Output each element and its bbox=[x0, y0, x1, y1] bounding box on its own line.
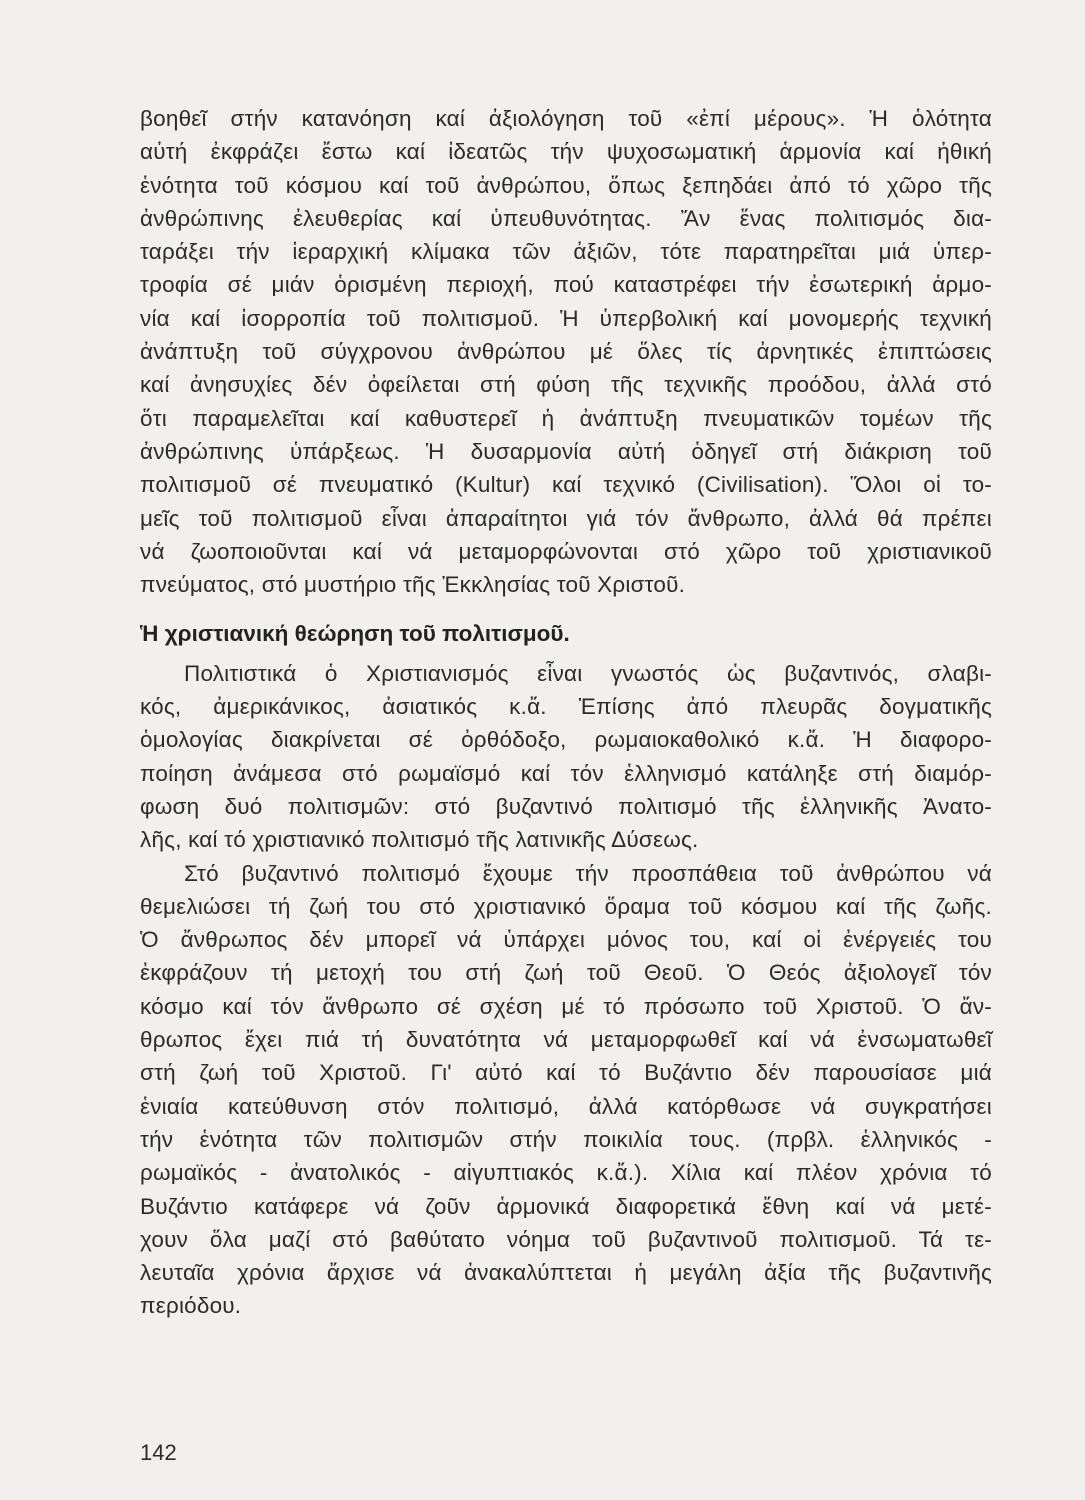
text-line: περιόδου. bbox=[140, 1293, 242, 1319]
text-line: Πολιτιστικά ὁ Χριστιανισμός εἶναι γνωστός ὡς βυζαντινός, σλαβι- bbox=[184, 660, 992, 686]
text-line: νά ζωοποιοῦνται καί νά μεταμορφώνονται στό χῶρο τοῦ χριστιανικοῦ bbox=[140, 538, 992, 564]
page-body bbox=[140, 102, 992, 1323]
text-line: μεῖς τοῦ πολιτισμοῦ εἶναι ἀπαραίτητοι γιά τόν ἄνθρωπο, ἀλλά θά πρέπει bbox=[140, 505, 992, 531]
text-line: ἀνθρώπινης ὑπάρξεως. Ἡ δυσαρμονία αὐτή ὁδηγεῖ στή διάκριση τοῦ bbox=[140, 438, 992, 464]
text-line: νία καί ἰσορροπία τοῦ πολιτισμοῦ. Ἡ ὑπερβολική καί μονομερής τεχνική bbox=[140, 305, 992, 331]
text-line: Βυζάντιο κατάφερε νά ζοῦν ἁρμονικά διαφορετικά ἔθνη καί νά μετέ- bbox=[140, 1193, 992, 1219]
text-line: ἑνιαία κατεύθυνση στόν πολιτισμό, ἀλλά κατόρθωσε νά συγκρατήσει bbox=[140, 1093, 992, 1119]
paragraph-christianity-variants bbox=[140, 657, 992, 857]
paragraph-byzantine-culture bbox=[140, 857, 992, 1323]
text-line: λῆς, καί τό χριστιανικό πολιτισμό τῆς λατινικῆς Δύσεως. bbox=[140, 827, 699, 853]
text-line: Ὁ ἄνθρωπος δέν μπορεῖ νά ὑπάρχει μόνος του, καί οἱ ἐνέργειές του bbox=[140, 927, 992, 953]
text-line: κός, ἀμερικάνικος, ἀσιατικός κ.ἄ. Ἐπίσης ἀπό πλευρᾶς δογματικῆς bbox=[140, 694, 992, 720]
text-line: πνεύματος, στό μυστήριο τῆς Ἐκκλησίας τοῦ Χριστοῦ. bbox=[140, 572, 686, 598]
text-line: ὁμολογίας διακρίνεται σέ ὀρθόδοξο, ρωμαιοκαθολικό κ.ἄ. Ἡ διαφορο- bbox=[140, 727, 992, 753]
text-line: ταράξει τήν ἱεραρχική κλίμακα τῶν ἀξιῶν, τότε παρατηρεῖται μιά ὑπερ- bbox=[140, 239, 992, 265]
paragraph-continuation bbox=[140, 102, 992, 601]
text-line: τροφία σέ μιάν ὁρισμένη περιοχή, πού καταστρέφει τήν ἐσωτερική ἁρμο- bbox=[140, 272, 992, 298]
text-line: καί ἀνησυχίες δέν ὀφείλεται στή φύση τῆς τεχνικῆς προόδου, ἀλλά στό bbox=[140, 372, 992, 398]
text-line: κόσμο καί τόν ἄνθρωπο σέ σχέση μέ τό πρόσωπο τοῦ Χριστοῦ. Ὁ ἄν- bbox=[140, 993, 992, 1019]
text-line: στή ζωή τοῦ Χριστοῦ. Γι' αὐτό καί τό Βυζάντιο δέν παρουσίασε μιά bbox=[140, 1060, 992, 1086]
text-line: πολιτισμοῦ σέ πνευματικό (Kultur) καί τεχνικό (Civilisation). Ὅλοι οἱ το- bbox=[140, 472, 992, 498]
text-line: ἐκφράζουν τή μετοχή του στή ζωή τοῦ Θεοῦ. Ὁ Θεός ἀξιολογεῖ τόν bbox=[140, 960, 992, 986]
text-line: Στό βυζαντινό πολιτισμό ἔχουμε τήν προσπάθεια τοῦ ἀνθρώπου νά bbox=[184, 860, 992, 886]
text-line: αὐτή ἐκφράζει ἔστω καί ἰδεατῶς τήν ψυχοσωματική ἁρμονία καί ἠθική bbox=[140, 139, 992, 165]
text-line: θρωπος ἔχει πιά τή δυνατότητα νά μεταμορφωθεῖ καί νά ἐνσωματωθεῖ bbox=[140, 1027, 992, 1053]
text-line: ποίηση ἀνάμεσα στό ρωμαϊσμό καί τόν ἑλληνισμό κατάληξε στή διαμόρ- bbox=[140, 760, 992, 786]
page-number: 142 bbox=[140, 1440, 177, 1465]
text-line: ἑνότητα τοῦ κόσμου καί τοῦ ἀνθρώπου, ὅπως ξεπηδάει ἀπό τό χῶρο τῆς bbox=[140, 172, 992, 198]
text-line: ἀνάπτυξη τοῦ σύγχρονου ἀνθρώπου μέ ὅλες τίς ἀρνητικές ἐπιπτώσεις bbox=[140, 339, 992, 365]
text-line: ὅτι παραμελεῖται καί καθυστερεῖ ἡ ἀνάπτυξη πνευματικῶν τομέων τῆς bbox=[140, 405, 992, 431]
text-line: θεμελιώσει τή ζωή του στό χριστιανικό ὅραμα τοῦ κόσμου καί τῆς ζωῆς. bbox=[140, 893, 992, 919]
text-line: ρωμαϊκός - ἀνατολικός - αἰγυπτιακός κ.ἄ.). Χίλια καί πλέον χρόνια τό bbox=[140, 1160, 992, 1186]
section-heading: Ἡ χριστιανική θεώρηση τοῦ πολιτισμοῦ. bbox=[140, 621, 570, 647]
text-line: λευταῖα χρόνια ἄρχισε νά ἀνακαλύπτεται ἡ μεγάλη ἀξία τῆς βυζαντινῆς bbox=[140, 1260, 992, 1286]
text-line: ἀνθρώπινης ἐλευθερίας καί ὑπευθυνότητας. Ἄν ἕνας πολιτισμός δια- bbox=[140, 205, 992, 231]
text-line: τήν ἑνότητα τῶν πολιτισμῶν στήν ποικιλία τους. (πρβλ. ἑλληνικός - bbox=[140, 1126, 992, 1152]
text-line: φωση δυό πολιτισμῶν: στό βυζαντινό πολιτισμό τῆς ἑλληνικῆς Ἀνατο- bbox=[140, 793, 992, 819]
text-line: βοηθεῖ στήν κατανόηση καί ἀξιολόγηση τοῦ «ἐπί μέρους». Ἡ ὁλότητα bbox=[140, 106, 992, 131]
text-line: χουν ὅλα μαζί στό βαθύτατο νόημα τοῦ βυζαντινοῦ πολιτισμοῦ. Τά τε- bbox=[140, 1226, 992, 1252]
